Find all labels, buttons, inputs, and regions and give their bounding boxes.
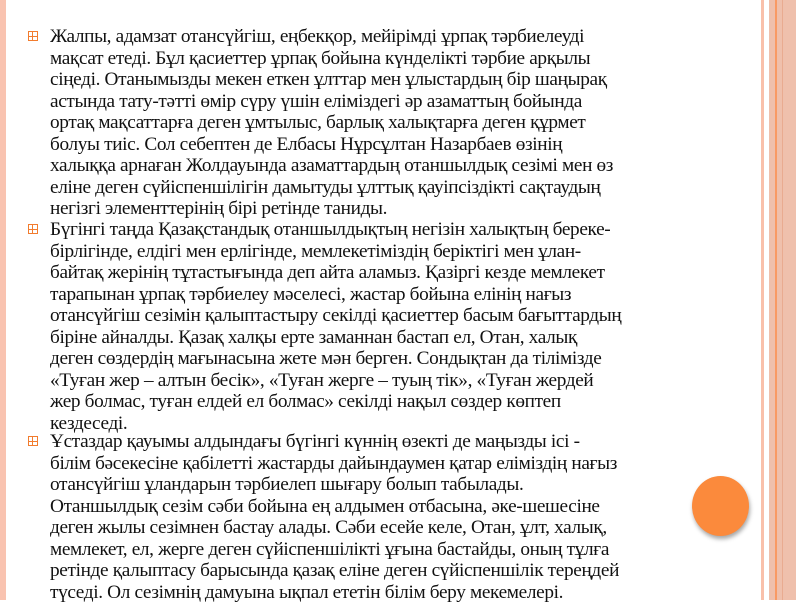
text-line: Отаншылдық сезім сәби бойына ең алдымен отбасына, әке-шешесіне <box>50 496 760 518</box>
text-line: мақсат етеді. Бұл қасиеттер ұрпақ бойына күнделікті тәрбие арқылы <box>50 48 760 70</box>
text-line: біріне айналды. Қазақ халқы ерте заманнан бастап ел, Отан, халық <box>50 327 760 349</box>
bullet-paragraph-1 <box>50 26 760 220</box>
text-line: Ұстаздар қауымы алдындағы бүгінгі күннің өзекті де маңызды ісі - <box>50 431 760 453</box>
text-line: білім бәсекесіне қабілетті жастарды дайындаумен қатар еліміздің нағыз <box>50 453 760 475</box>
bullet-icon <box>28 436 38 446</box>
bullet-paragraph-3 <box>50 431 760 603</box>
left-border <box>0 0 6 600</box>
text-line: халыққа арнаған Жолдауында азаматтардың отаншылдық сезімі мен өз <box>50 155 760 177</box>
text-line: түседі. Ол сезімнің дамуына ықпал ететін білім беру мекемелері. <box>50 582 760 603</box>
bullet-icon <box>28 31 38 41</box>
text-line: жер болмас, туған елдей ел болмас» секілді нақыл сөздер көптеп <box>50 391 760 413</box>
text-line: «Туған жер – алтын бесік», «Туған жерге – туың тік», «Туған жердей <box>50 370 760 392</box>
text-line: мемлекет, ел, жерге деген сүйіспеншілікті ұғына бастайды, оның тұлға <box>50 539 760 561</box>
right-border-stripe <box>761 0 764 600</box>
right-border-line-thin <box>782 0 783 600</box>
text-line: байтақ жерінің тұтастығында деп айта аламыз. Қазіргі кезде мемлекет <box>50 262 760 284</box>
bullet-icon <box>28 224 38 234</box>
text-line: тарапынан ұрпақ тәрбиелеу мәселесі, жастар бойына елінің нағыз <box>50 284 760 306</box>
text-line: отансүйгіш ұландарын тәрбиелеп шығару болып табылады. <box>50 474 760 496</box>
text-line: бірлігінде, елдігі мен ерлігінде, мемлекетіміздің беріктігі мен ұлан- <box>50 241 760 263</box>
text-line: отансүйгіш сезімін қалыптастыру секілді қасиеттер басым бағыттардың <box>50 305 760 327</box>
text-line: болуы тиіс. Сол себептен де Елбасы Нұрсұлтан Назарбаев өзінің <box>50 134 760 156</box>
text-line: астында тату-тәтті өмір сүру үшін еліміздегі әр азаматтың бойында <box>50 91 760 113</box>
right-border-line <box>775 0 777 600</box>
text-line: сіңеді. Отанымызды мекен еткен ұлттар мен ұлыстардың бір шаңырақ <box>50 69 760 91</box>
bullet-paragraph-2 <box>50 219 760 434</box>
text-line: кездеседі. <box>50 413 760 435</box>
text-line: Жалпы, адамзат отансүйгіш, еңбекқор, мейірімді ұрпақ тәрбиелеуді <box>50 26 760 48</box>
text-line: еліне деген сүйіспеншілігін дамытуды ұлттық қауіпсіздікті сақтаудың <box>50 177 760 199</box>
text-line: Бүгінгі таңда Қазақстандық отаншылдықтың негізін халықтың береке- <box>50 219 760 241</box>
text-line: негізгі элементтерінің бірі ретінде таниды. <box>50 198 760 220</box>
text-line: ортақ мақсаттарға деген ұмтылыс, барлық халықтарға деген құрмет <box>50 112 760 134</box>
text-line: деген жылы сезімнен бастау алады. Сәби есейе келе, Отан, ұлт, халық, <box>50 517 760 539</box>
text-line: ретінде қалыптасу барысында қазақ еліне деген сүйіспеншілік тереңдей <box>50 560 760 582</box>
text-line: деген сөздердің мағынасына жете мән берген. Сондықтан да тілімізде <box>50 348 760 370</box>
